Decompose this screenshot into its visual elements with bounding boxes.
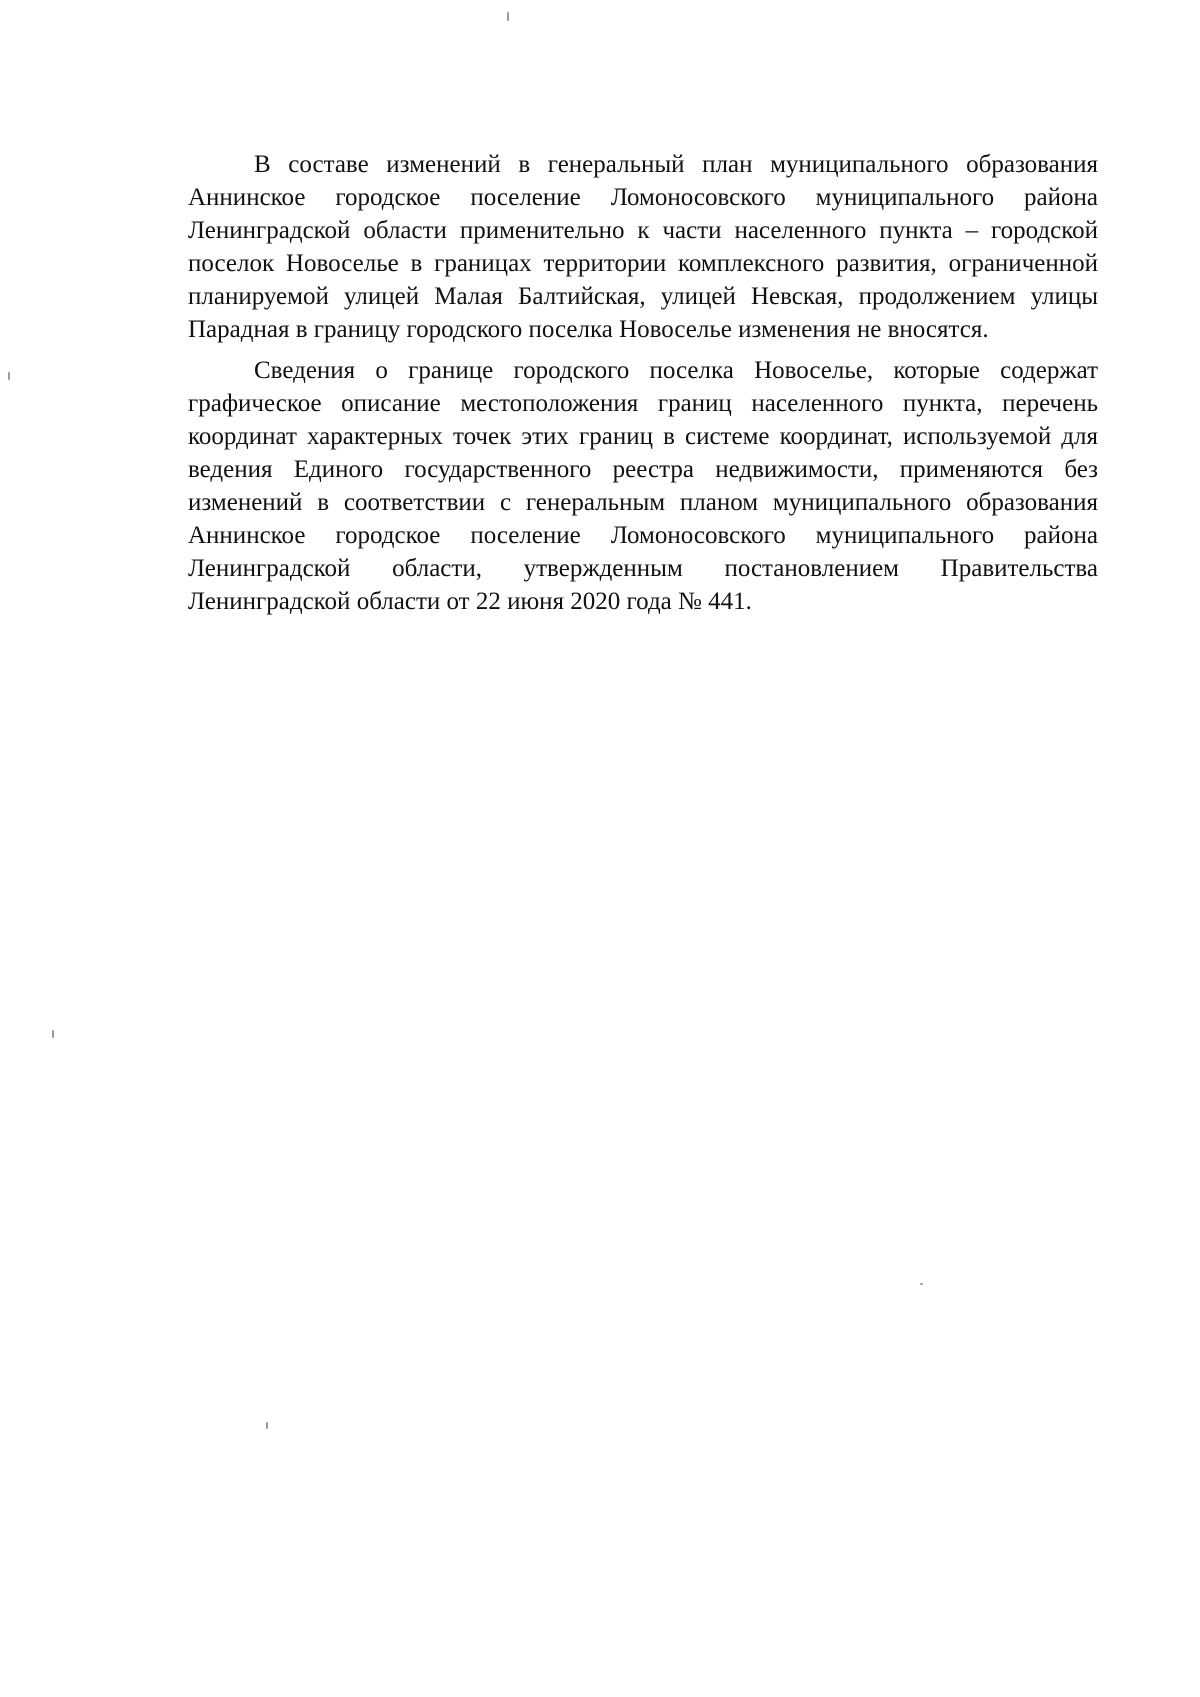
- scan-mark: [507, 12, 509, 21]
- document-body: [188, 148, 1098, 626]
- scan-mark: [8, 372, 10, 380]
- scan-mark: [266, 1422, 268, 1429]
- scan-mark: [920, 1283, 923, 1285]
- paragraph-boundary-info: Сведения о границе городского поселка Новоселье, которые содержат графическое описание местоположения границ населенного пункта, перечень координат характерных точек этих границ в системе координат, используемой для ведения Единого государственного реестра недвижимости, применяются без изменений в соответствии с генеральным планом муниципального образования Аннинское городское поселение Ломоносовского муниципального района Ленинградской области, утвержденным постановлением Правительства Ленинградской области от 22 июня 2020 года № 441.: [188, 357, 1098, 615]
- scan-mark: [52, 1030, 54, 1038]
- paragraph-amendments: В составе изменений в генеральный план муниципального образования Аннинское городское поселение Ломоносовского муниципального района Ленинградской области применительно к части населенного пункта – городской поселок Новоселье в границах территории комплексного развития, ограниченной планируемой улицей Малая Балтийская, улицей Невская, продолжением улицы Парадная в границу городского поселка Новоселье изменения не вносятся.: [188, 151, 1098, 343]
